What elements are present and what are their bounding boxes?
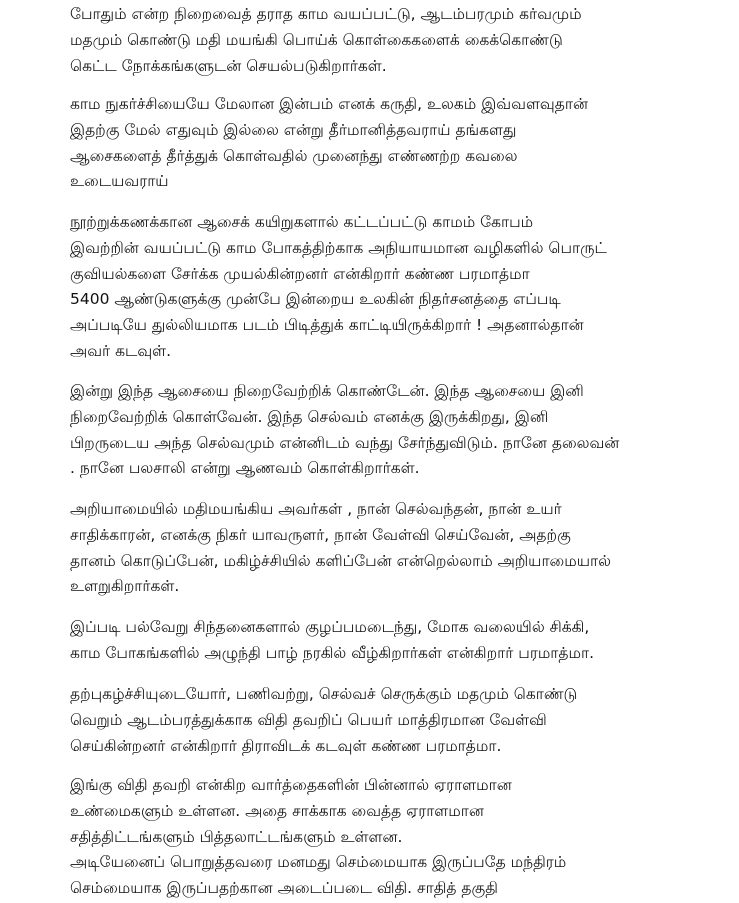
paragraph-1 — [70, 2, 582, 79]
text-line: அறியாமையில் மதிமயங்கிய அவர்கள் , நான் செல்வந்தன், நான் உயர் — [70, 500, 562, 518]
text-line: பிறருடைய அந்த செல்வமும் என்னிடம் வந்து சேர்ந்துவிடும். நானே தலைவன் — [70, 433, 620, 452]
text-line: சதித்திட்டங்களும் பித்தலாட்டங்களும் உள்ளன. — [70, 827, 403, 846]
paragraph-8 — [70, 773, 566, 902]
text-line: ஆசைகளைத் தீர்த்துக் கொள்வதில் முனைந்து எண்ணற்ற கவலை — [70, 146, 518, 165]
text-line: நூற்றுக்கணக்கான ஆசைக் கயிறுகளால் கட்டப்பட்டு காமம் கோபம் — [70, 213, 534, 231]
paragraph-5 — [70, 497, 611, 600]
text-line: இங்கு விதி தவறி என்கிற வார்த்தைகளின் பின்னால் ஏராளமான — [70, 776, 512, 794]
text-line: கெட்ட நோக்கங்களுடன் செயல்படுகிறார்கள். — [70, 56, 387, 75]
text-line: இப்படி பல்வேறு சிந்தனைகளால் குழப்பமடைந்து, மோக வலையில் சிக்கி, — [70, 618, 590, 636]
paragraph-4 — [70, 379, 619, 482]
text-line: தானம் கொடுப்பேன், மகிழ்ச்சியில் களிப்பேன் என்றெல்லாம் அறியாமையால் — [70, 551, 611, 570]
text-line: இன்று இந்த ஆசையை நிறைவேற்றிக் கொண்டேன். இந்த ஆசையை இனி — [70, 382, 584, 400]
text-line: இவற்றின் வயப்பட்டு காம போகத்திற்காக அநியாயமான வழிகளில் பொருட் — [70, 238, 607, 257]
text-line: போதும் என்ற நிறைவைத் தராத காம வயப்பட்டு, ஆடம்பரமும் கர்வமும் — [70, 5, 582, 23]
text-line: செம்மையாக இருப்பதற்கான அடைப்படை விதி. சாதித் தகுதி — [70, 879, 498, 898]
text-line: நிறைவேற்றிக் கொள்வேன். இந்த செல்வம் எனக்கு இருக்கிறது, இனி — [70, 407, 549, 426]
text-line: அடியேனைப் பொறுத்தவரை மனமது செம்மையாக இருப்பதே மந்திரம் — [70, 853, 567, 872]
text-line: மதமும் கொண்டு மதி மயங்கி பொய்க் கொள்கைகளைக் கைக்கொண்டு — [70, 30, 563, 49]
text-line: காம போகங்களில் அழுந்தி பாழ் நரகில் வீழ்கிறார்கள் என்கிறார் பரமாத்மா. — [70, 643, 595, 662]
text-line: . நானே பலசாலி என்று ஆணவம் கொள்கிறார்கள். — [70, 459, 420, 478]
paragraph-3 — [70, 210, 607, 365]
text-line: குவியல்களை சேர்க்க முயல்கின்றனர் என்கிறார் கண்ண பரமாத்மா — [70, 264, 530, 283]
text-line: காம நுகர்ச்சியையே மேலான இன்பம் எனக் கருதி, உலகம் இவ்வளவுதான் — [70, 95, 588, 113]
paragraph-6 — [70, 615, 594, 667]
text-line: செய்கின்றனர் என்கிறார் திராவிடக் கடவுள் கண்ண பரமாத்மா. — [70, 736, 502, 755]
text-line: சாதிக்காரன், எனக்கு நிகர் யாவருளர், நான் வேள்வி செய்வேன், அதற்கு — [70, 525, 571, 544]
text-line: வெறும் ஆடம்பரத்துக்காக விதி தவறிப் பெயர் மாத்திரமான வேள்வி — [70, 710, 547, 729]
text-line: உண்மைகளும் உள்ளன. அதை சாக்காக வைத்த ஏராளமான — [70, 801, 484, 820]
text-line: அவர் கடவுள். — [70, 341, 172, 360]
text-line: இதற்கு மேல் எதுவும் இல்லை என்று தீர்மானித்தவராய் தங்களது — [70, 120, 517, 139]
text-line: தற்புகழ்ச்சியுடையோர், பணிவற்று, செல்வச் செருக்கும் மதமும் கொண்டு — [70, 685, 578, 703]
text-line: உளறுகிறார்கள். — [70, 577, 180, 596]
text-line: உடையவராய் — [70, 172, 169, 191]
paragraph-7 — [70, 682, 577, 759]
text-line: 5400 ஆண்டுகளுக்கு முன்பே இன்றைய உலகின் நிதர்சனத்தை எப்படி — [70, 290, 561, 309]
text-line: அப்படியே துல்லியமாக படம் பிடித்துக் காட்டியிருக்கிறார் ! அதனால்தான் — [70, 316, 584, 335]
paragraph-2 — [70, 92, 588, 195]
